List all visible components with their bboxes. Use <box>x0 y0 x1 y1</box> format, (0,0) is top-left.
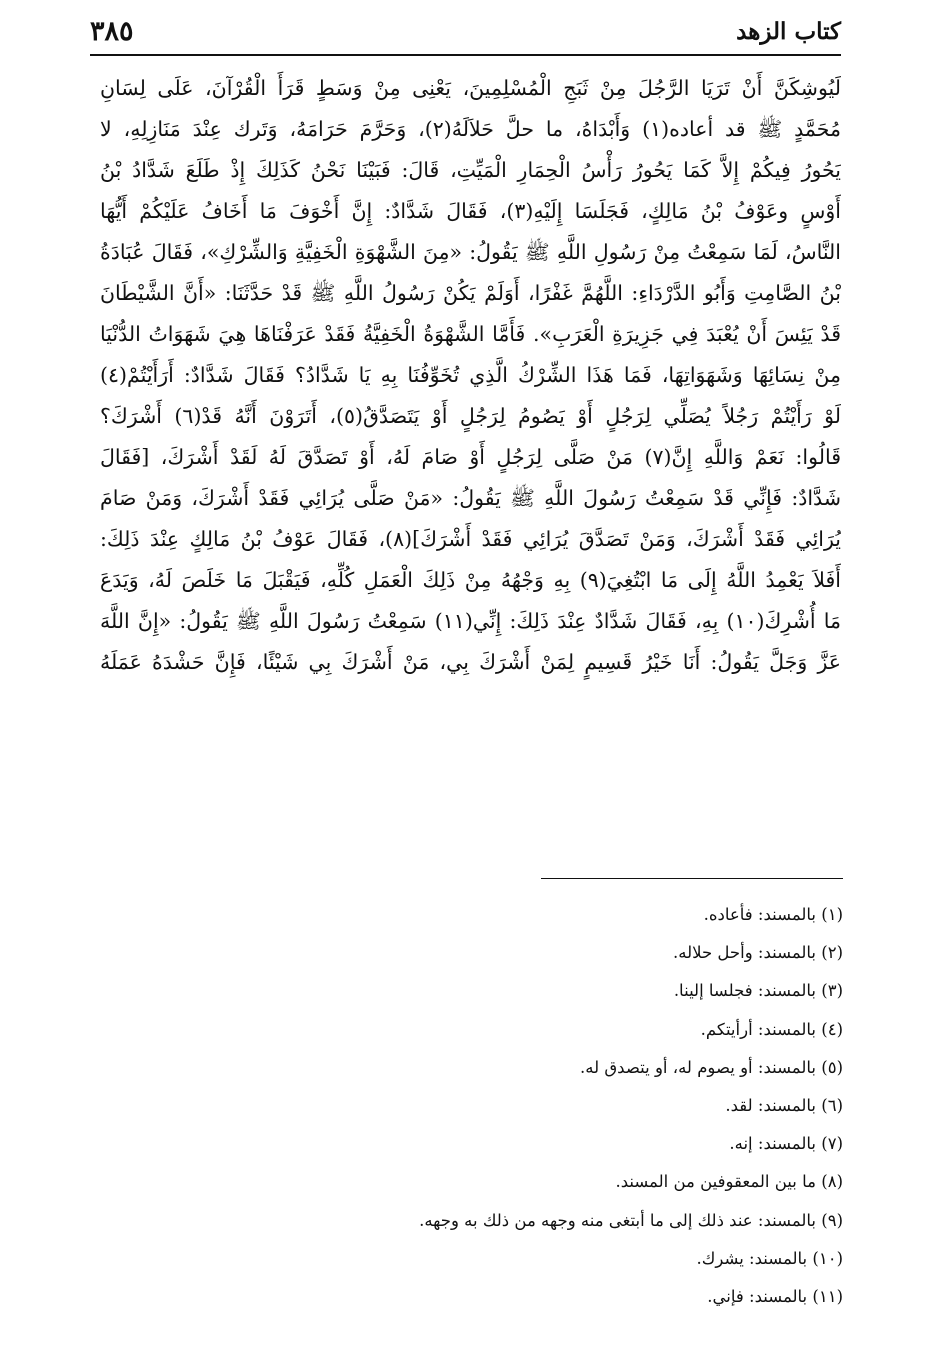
text-line: مَا أُشْرِكَ(١٠) بِهِ، فَقَالَ شَدَّادٌ عِنْدَ ذَلِكَ: إِنِّي(١١) سَمِعْتُ رَسُولَ اللَّهِ ﷺ يَقُولُ: «إِنَّ اللَّهَ <box>100 609 841 633</box>
footnote: (١) بالمسند: فأعاده. <box>703 905 843 924</box>
footnote: (٦) بالمسند: لقد. <box>725 1095 843 1115</box>
footnote: (٤) بالمسند: أرأيتكم. <box>700 1019 843 1039</box>
text-line: أَوْسٍ وعَوْفُ بْنُ مَالِكٍ، فَجَلَسَا إِلَيْهِ(٣)، فَقَالَ شَدَّادٌ: إِنَّ أَخْوَفَ مَا أَخَافُ عَلَيْكُمْ أَيُّهَا <box>100 199 841 223</box>
text-line: عَزَّ وَجَلَّ يَقُولُ: أَنَا خَيْرُ قَسِيمٍ لِمَنْ أَشْرَكَ بِي، مَنْ أَشْرَكَ بِي شَيْئًا، فَإِنَّ حَشْدَهُ عَمَلَهُ <box>100 650 841 674</box>
text-line: قَدْ يَئِسَ أَنْ يُعْبَدَ فِي جَزِيرَةِ الْعَرَبِ». فَأَمَّا الشَّهْوَةُ الْخَفِيَّةُ فَقَدْ عَرَفْنَاهَا هِيَ شَهَوَاتُ الدُّنْيَا <box>100 322 841 346</box>
footnote: (٢) بالمسند: وأحل حلاله. <box>673 943 843 963</box>
footnotes <box>120 896 843 1316</box>
text-line: شَدَّادٌ: فَإِنِّي قَدْ سَمِعْتُ رَسُولَ اللَّهِ ﷺ يَقُولُ: «مَنْ صَلَّى يُرَائِي فَقَدْ أَشْرَكَ، وَمَنْ صَامَ <box>100 486 841 510</box>
footnote: (٥) بالمسند: أو يصوم له، أو يتصدق له. <box>580 1057 843 1077</box>
text-line: قَالُوا: نَعَمْ وَاللَّهِ إِنَّ(٧) مَنْ صَلَّى لِرَجُلٍ أَوْ صَامَ لَهُ، أَوْ تَصَدَّقَ لَهُ لَقَدْ أَشْرَكَ، [فَقَالَ <box>100 445 841 469</box>
text-line: يَحُورُ فِيكُمْ إِلاَّ كَمَا يَحُورُ رَأْسُ الْحِمَارِ الْمَيِّتِ، قَالَ: فَبَيْنَا نَحْنُ كَذَلِكَ إِذْ طَلَعَ شَدَّادُ بْنُ <box>100 158 841 182</box>
text-line: مُحَمَّدٍ ﷺ قد أعاده(١) وَأَبْدَاهُ، ما حلَّ حَلاَلَهُ(٢)، وَحَرَّمَ حَرَامَهُ، وَتَرك عِنْدَ مَنَازِلِهِ، لا <box>100 117 841 141</box>
footnote: (٩) بالمسند: عند ذلك إلى ما أبتغى منه وجهه من ذلك به وجهه. <box>419 1210 843 1230</box>
text-line: مِنْ نِسَائِهَا وَشَهَوَاتِهَا، فَمَا هَذَا الشِّرْكُ الَّذِي تُخَوِّفُنَا بِهِ يَا شَدَّادُ؟ فَقَالَ شَدَّادٌ: أَرَأَيْتُمْ(٤) <box>100 363 841 387</box>
text-line: لَوْ رَأَيْتُمْ رَجُلاً يُصَلِّي لِرَجُلٍ أَوْ يَصُومُ لِرَجُلٍ أَوْ يَتَصَدَّقُ(٥)، أَتَرَوْنَ أَنَّهُ قَدْ(٦) أَشْرَكَ؟ <box>100 404 841 428</box>
footnote: (٨) ما بين المعقوفين من المسند. <box>615 1172 843 1192</box>
main-text <box>100 68 841 683</box>
text-line: النَّاسُ، لَمَا سَمِعْتُ مِنْ رَسُولِ اللَّهِ ﷺ يَقُولُ: «مِنَ الشَّهْوَةِ الْخَفِيَّةِ وَالشِّرْكِ»، فَقَالَ عُبَادَةُ <box>100 240 841 264</box>
page-number: ٣٨٥ <box>90 16 134 47</box>
footnote: (١٠) بالمسند: يشرك. <box>696 1248 843 1268</box>
text-line: أَفَلاَ يَعْمِدُ اللَّهُ إِلَى مَا ابْتُغِيَ(٩) بِهِ وَجْهُهُ مِنْ ذَلِكَ الْعَمَلِ كُلِّهِ، فَيَقْبَلَ مَا خَلَصَ لَهُ، وَيَدَعَ <box>100 568 841 592</box>
text-line: لَيُوشِكَنَّ أَنْ تَرَيَا الرَّجُلَ مِنْ ثَبَجِ الْمُسْلِمِينَ، يَعْنِى مِنْ وَسَطٍ قَرَأَ الْقُرْآنَ، عَلَى لِسَانِ <box>100 76 841 100</box>
book-title: كتاب الزهد <box>736 18 841 45</box>
footnote-divider <box>541 878 843 879</box>
text-line: بْنُ الصَّامِتِ وَأَبُو الدَّرْدَاءِ: اللَّهُمَّ غَفْرًا، أَوَلَمْ يَكُنْ رَسُولُ اللَّهِ ﷺ قَدْ حَدَّثَنَا: «أَنَّ الشَّيْطَانَ <box>100 281 841 305</box>
footnote: (٧) بالمسند: إنه. <box>729 1134 843 1154</box>
page-header <box>90 14 841 56</box>
text-line: يُرَائِي فَقَدْ أَشْرَكَ، وَمَنْ تَصَدَّقَ يُرَائِي فَقَدْ أَشْرَكَ](٨)، فَقَالَ عَوْفُ بْنُ مَالِكٍ عِنْدَ ذَلِكَ: <box>100 527 841 551</box>
footnote: (١١) بالمسند: فإني. <box>707 1286 843 1306</box>
footnote: (٣) بالمسند: فجلسا إلينا. <box>673 981 843 1001</box>
